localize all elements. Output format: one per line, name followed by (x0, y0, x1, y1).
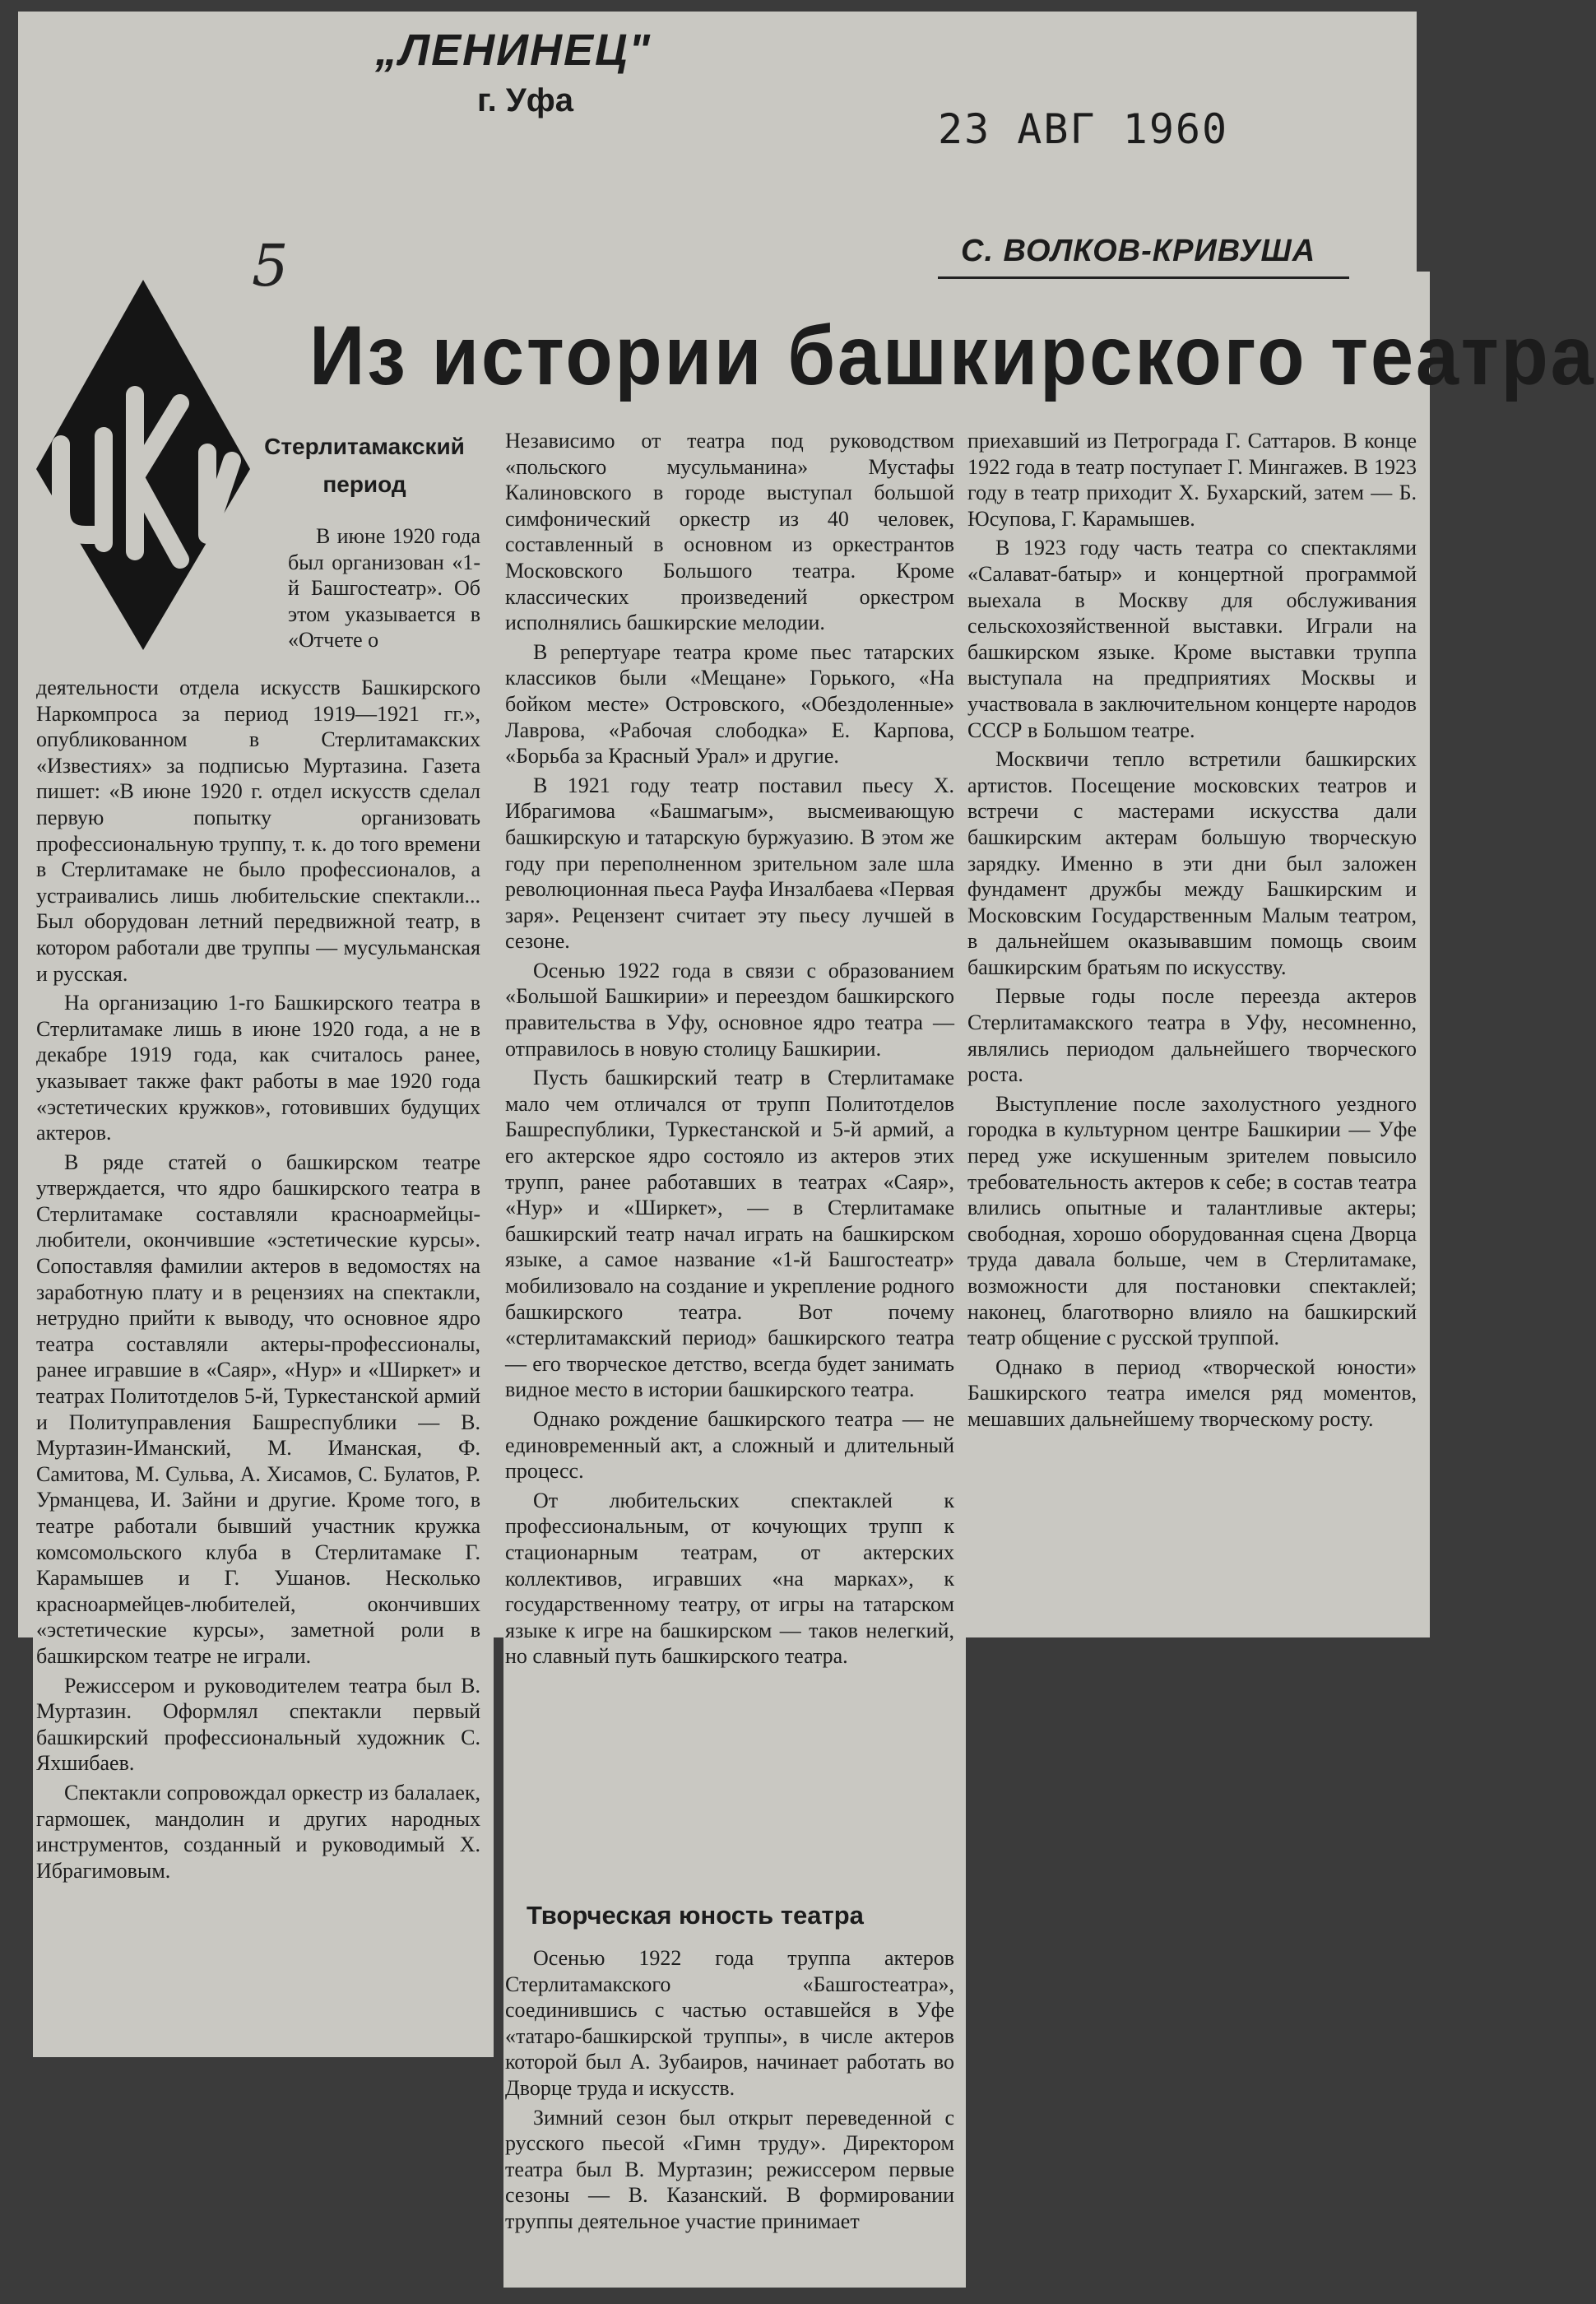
article-headline: Из истории башкирского театра (309, 309, 1596, 402)
article-column-3 (967, 428, 1417, 1433)
paragraph: В репертуаре театра кроме пьес татарских классиков были «Мещане» Горького, «На бойком месте» Островского, «Обездоленные» Лаврова, «Рабочая слободка» Е. Карпова, «Борьба за Красный Урал» и другие. (505, 639, 954, 769)
paragraph: Пусть башкирский театр в Стерлитамаке мало чем отличался от трупп Политотделов Башреспублики, Туркестанской и 5-й армий, а его актерское ядро состояло из актеров этих трупп, ранее работавших в театрах «Саяр», «Нур» и «Ширкет», — в Стерлитамаке башкирский театр начал играть на башкирском языке, а самое название «1-й Башгостеатр» мобилизовало на создание и укрепление родного башкирского театра. Вот почему «стерлитамакский период» башкирского театра — его творческое детство, всегда будет занимать видное место в истории башкирского театра. (505, 1066, 954, 1402)
paragraph: Однако в период «творческой юности» Башкирского театра имелся ряд моментов, мешавших дальнейшему творческому росту. (967, 1354, 1417, 1431)
paragraph: В 1923 году часть театра со спектаклями «Салават-батыр» и концертной программой выехала в Москву для обслуживания сельскохозяйственной выставки. Играли на башкирском языке. Кроме выставки труппа выступала на предприятиях Москвы и участвовала в заключительном концерте народов СССР в Большом театре. (967, 536, 1417, 742)
date-stamp: 23 АВГ 1960 (938, 105, 1229, 153)
paragraph: От любительских спектаклей к профессиональным, от кочующих трупп к стационарным театрам, от актерских коллективов, игравших «на марках», к государственному театру, от игры на татарском языке к игре на башкирском — таков нелегкий, но славный путь башкирского театра. (505, 1488, 954, 1669)
paragraph: Зимний сезон был открыт переведенной с русского пьесой «Гимн труду». Директором театра был В. Муртазин; режиссером первые сезоны — В. Казанский. В формировании труппы деятельное участие принимает (505, 2105, 954, 2233)
paragraph: Спектакли сопровождал оркестр из балалаек, гармошек, мандолин и других народных инструментов, созданный и руководимый Х. Ибрагимовым. (36, 1780, 480, 1883)
article-column-1-intro (288, 523, 480, 653)
paragraph: Осенью 1922 года труппа актеров Стерлитамакского «Башгостеатра», соединившись с частью оставшейся в Уфе «татаро-башкирской труппы», в числе актеров которой был А. Зубаиров, начинает работать во Дворце труда и искусств. (505, 1946, 954, 2100)
handwritten-number: 5 (252, 232, 289, 300)
article-column-2 (505, 428, 954, 1670)
paragraph: Москвичи тепло встретили башкирских артистов. Посещение московских театров и встречи с мастерами искусства дали башкирским актерам большую творческую зарядку. Именно в эти дни был заложен фундамент дружбы между Башкирским и Московским Государственным Малым театром, в дальнейшем оказывавшим помощь своим башкирским братьям по искусству. (967, 747, 1417, 979)
paragraph: деятельности отдела искусств Башкирского Наркомпроса за период 1919—1921 гг.», опубликованном в Стерлитамакских «Известиях» за подписью Муртазина. Газета пишет: «В июне 1920 г. отдел искусств сделал первую попытку организовать профессиональную труппу, т. к. до того времени в Стерлитамаке не было профессионалов, а устраивались лишь любительские спектакли... Был оборудован летний передвижной театр, в котором работали две труппы — мусульманская и русская. (36, 676, 480, 986)
newspaper-city: г. Уфа (477, 82, 574, 118)
paragraph: Первые годы после переезда актеров Стерлитамакского театра в Уфу, несомненно, являлись периодом дальнейшего творческого роста. (967, 984, 1417, 1087)
article-author: С. ВОЛКОВ-КРИВУША (961, 234, 1316, 268)
newspaper-name: „ЛЕНИНЕЦ" (375, 26, 652, 75)
paragraph: Независимо от театра под руководством «польского мусульманина» Мустафы Калиновского в городе выступал большой симфонический оркестр из 40 человек, составленный в основном из оркестрантов Московского Большого театра. Кроме классических произведений оркестром исполнялись башкирские мелодии. (505, 429, 954, 635)
paragraph: Режиссером и руководителем театра был В. Муртазин. Оформлял спектакли первый башкирский профессиональный художник С. Яхшибаев. (36, 1673, 480, 1776)
paragraph: В 1921 году театр поставил пьесу Х. Ибрагимова «Башмагым», высмеивающую башкирскую и татарскую буржуазию. В этом же году при переполненном зрительном зале шла революционная пьеса Рауфа Инзалбаева «Первая заря». Рецензент считает эту пьесу лучшей в сезоне. (505, 773, 954, 954)
section-heading-sterlitamak: Стерлитамакский период (264, 434, 465, 497)
article-column-1 (36, 675, 480, 1884)
author-underline (938, 276, 1349, 279)
paragraph: Выступление после захолустного уездного городка в культурном центре Башкирии — Уфе перед уже искушенным зрителем повысило требовательность актеров к себе; в состав театра влились опытные и талантливые актеры; свободная, хорошо оборудованная сцена Дворца труда давала больше, чем в Стерлитамаке, возможности для постановки спектаклей; наконец, благотворно влияло на башкирский театр общение с русской труппой. (967, 1091, 1417, 1350)
section-heading-creative-youth: Творческая юность театра (527, 1901, 864, 1930)
article-column-2-continued (505, 1945, 954, 2235)
paragraph: На организацию 1-го Башкирского театра в Стерлитамаке лишь в июне 1920 года, а не в декабре 1919 года, как считалось ранее, указывает также факт работы в мае 1920 года «эстетических кружков», готовивших будущих актеров. (36, 991, 480, 1145)
paragraph: приехавший из Петрограда Г. Саттаров. В конце 1922 года в театр поступает Г. Мингажев. В 1923 году в театр приходит Х. Бухарский, затем — Б. Юсупова, Г. Карамышев. (967, 429, 1417, 531)
paragraph: В июне 1920 года был организован «1-й Башгостеатр». Об этом указывается в «Отчете о (288, 524, 480, 653)
paragraph: В ряде статей о башкирском театре утверждается, что ядро башкирского театра в Стерлитамаке составляли красноармейцы-любители, окончившие «эстетические курсы». Сопоставляя фамилии актеров в ведомостях на заработную плату и в рецензиях на спектакли, нетрудно прийти к выводу, что основное ядро театра составляли актеры-профессионалы, ранее игравшие в «Саяр», «Нур» и «Ширкет» и театрах Политотделов 5-й, Туркестанской армий и Политуправления Башреспублики — В. Муртазин-Иманский, М. Иманская, Ф. Самитова, М. Сульва, А. Хисамов, С. Булатов, Р. Урманцева, И. Зайни и другие. Кроме того, в театре работали бывший участник кружка комсомольского клуба в Стерлитамаке Г. Карамышев и Г. Ушанов. Несколько красноармейцев-любителей, окончивших «эстетические курсы», заметной роли в башкирском театре не играли. (36, 1150, 480, 1668)
paragraph: Осенью 1922 года в связи с образованием «Большой Башкирии» и переездом башкирского правительства в Уфу, основное ядро театра — отправилось в новую столицу Башкирии. (505, 958, 954, 1061)
theatre-logo-icon (28, 272, 258, 658)
paragraph: Однако рождение башкирского театра — не единовременный акт, а сложный и длительный процесс. (505, 1406, 954, 1484)
